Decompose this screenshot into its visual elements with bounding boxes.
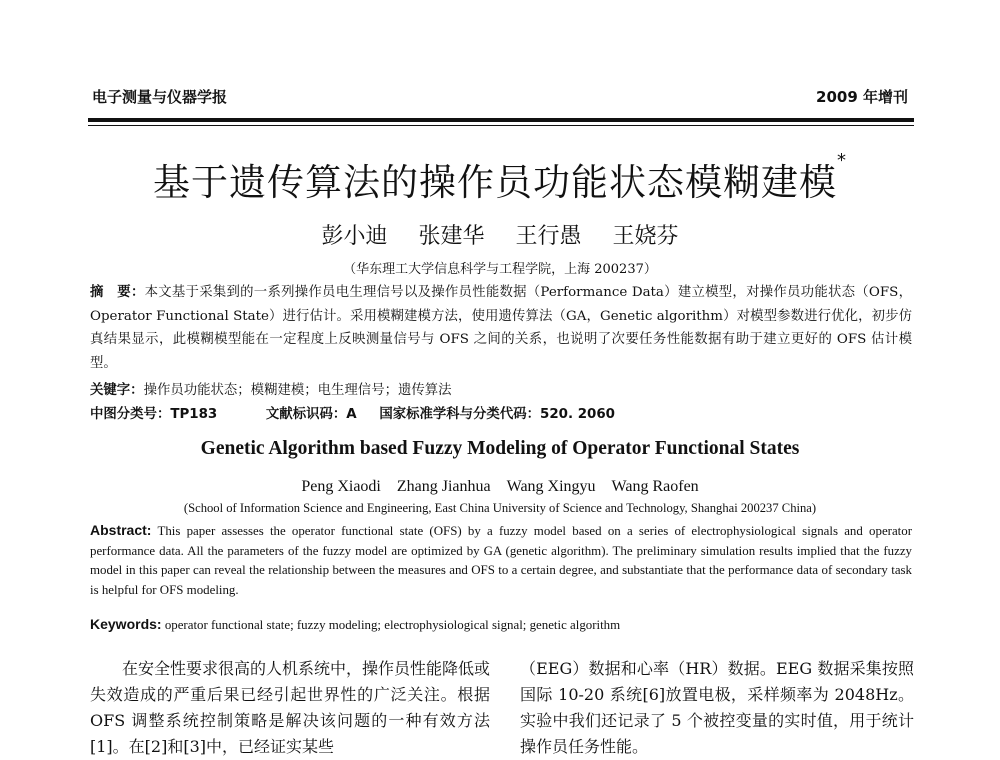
chinese-keywords-label: 关键字： (90, 383, 144, 398)
chinese-abstract-text: 本文基于采集到的一系列操作员电生理信号以及操作员性能数据（Performance Data）建立模型，对操作员功能状态（OFS，Operator Functional State）进行估计。采用模糊建模方法，使用遗传算法（GA，Genetic algorithm）对模型参数进行优化，初步仿真结果显示，此模糊模型能在一定程度上反映测量信号与 OFS 之间的关系，也说明了次要任务性能数据有助于建立更好的 OFS 估计模型。 (90, 285, 913, 371)
journal-issue: 2009 年增刊 (816, 88, 908, 106)
author-name: 王娆芬 (612, 224, 679, 249)
english-abstract-text: This paper assesses the operator functional state (OFS) by a fuzzy model based on a series of electrophysiological signals and operator performance data. All the parameters of the fuzzy model are optimized by GA (genetic algorithm). The preliminary simulation results implied that the fuzzy model in this paper can reveal the relationship between the measures and OFS to a certain degree, and substantiate that the performance data of secondary task is helpful for OFS modeling. (90, 524, 912, 597)
author-name: Wang Xingyu (506, 478, 596, 495)
doc-label: 文献标识码： (265, 407, 347, 422)
subject-label: 国家标准学科与分类代码： (379, 407, 540, 422)
header-rule-thin (88, 125, 914, 126)
english-keywords (90, 616, 912, 633)
doc-code: A (346, 407, 357, 422)
clc-label: 中图分类号： (90, 407, 171, 422)
author-name: Zhang Jianhua (396, 478, 491, 495)
english-keywords-text: operator functional state; fuzzy modeling; electrophysiological signal; genetic algorithm (164, 618, 621, 632)
chinese-abstract (90, 281, 912, 375)
title-footnote-mark: * (837, 150, 847, 171)
english-abstract (90, 521, 912, 600)
chinese-abstract-label: 摘 要： (90, 285, 145, 300)
author-name: Peng Xiaodi (301, 478, 381, 495)
author-name: Wang Raofen (611, 478, 699, 495)
author-name: 张建华 (418, 224, 485, 249)
clc-code: TP183 (170, 407, 218, 422)
body-column-left: 在安全性要求很高的人机系统中，操作员性能降低或失效造成的严重后果已经引起世界性的广泛关注。根据 OFS 调整系统控制策略是解决该问题的一种有效方法[1]。在[2]和[3]中，已经证实某些 (90, 659, 491, 756)
english-title: Genetic Algorithm based Fuzzy Modeling of Operator Functional States (200, 438, 800, 459)
author-name: 彭小迪 (321, 224, 388, 249)
body-column-right: （EEG）数据和心率（HR）数据。EEG 数据采集按照国际 10-20 系统[6]放置电极，采样频率为 2048Hz。实验中我们还记录了 5 个被控变量的实时值，用于统计操作员任务性能。 (520, 659, 914, 756)
chinese-keywords-text: 操作员功能状态；模糊建模；电生理信号；遗传算法 (143, 383, 452, 398)
journal-name: 电子测量与仪器学报 (92, 88, 228, 106)
english-abstract-label: Abstract: (90, 522, 152, 538)
english-authors (0, 478, 1000, 496)
classification-line (90, 403, 912, 422)
author-name: 王行愚 (515, 224, 582, 249)
chinese-title (0, 152, 1000, 206)
english-keywords-label: Keywords: (90, 616, 162, 632)
chinese-keywords (90, 379, 912, 398)
chinese-authors (0, 219, 1000, 250)
english-affiliation: (School of Information Science and Engineering, East China University of Science and Technology, Shanghai 200237 China) (183, 501, 817, 515)
chinese-affiliation: （华东理工大学信息科学与工程学院，上海 200237） (343, 262, 657, 277)
subject-code: 520. 2060 (540, 407, 615, 422)
chinese-title-text: 基于遗传算法的操作员功能状态模糊建模 (153, 161, 837, 204)
header-rule-thick (88, 118, 914, 122)
